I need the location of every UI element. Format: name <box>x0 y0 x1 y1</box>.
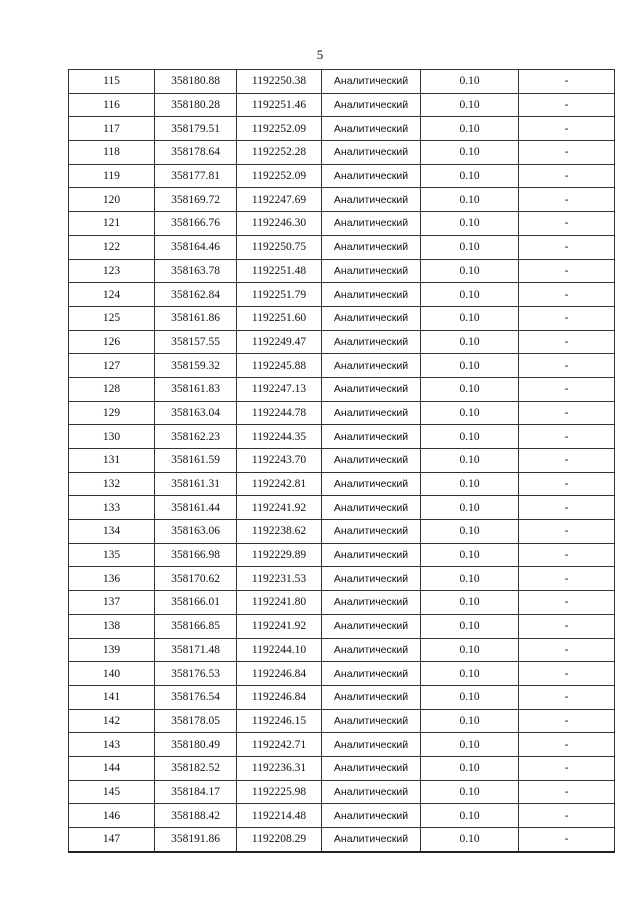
method-cell: Аналитический <box>322 662 421 686</box>
x-coordinate-cell: 358161.31 <box>155 472 237 496</box>
method-cell: Аналитический <box>322 212 421 236</box>
table-row <box>69 543 615 567</box>
note-cell: - <box>519 330 615 354</box>
y-coordinate-cell: 1192252.28 <box>237 141 322 165</box>
point-number-cell: 140 <box>69 662 155 686</box>
y-coordinate-cell: 1192251.46 <box>237 93 322 117</box>
x-coordinate-cell: 358163.04 <box>155 401 237 425</box>
note-cell: - <box>519 70 615 94</box>
point-number-cell: 125 <box>69 306 155 330</box>
accuracy-cell: 0.10 <box>421 496 519 520</box>
table-row <box>69 235 615 259</box>
point-number-cell: 131 <box>69 449 155 473</box>
point-number-cell: 146 <box>69 804 155 828</box>
point-number-cell: 135 <box>69 543 155 567</box>
accuracy-cell: 0.10 <box>421 235 519 259</box>
table-row <box>69 449 615 473</box>
x-coordinate-cell: 358177.81 <box>155 164 237 188</box>
accuracy-cell: 0.10 <box>421 141 519 165</box>
point-number-cell: 118 <box>69 141 155 165</box>
note-cell: - <box>519 306 615 330</box>
note-cell: - <box>519 614 615 638</box>
point-number-cell: 139 <box>69 638 155 662</box>
point-number-cell: 134 <box>69 520 155 544</box>
method-cell: Аналитический <box>322 425 421 449</box>
point-number-cell: 128 <box>69 377 155 401</box>
table-row <box>69 804 615 828</box>
table-row <box>69 733 615 757</box>
x-coordinate-cell: 358178.64 <box>155 141 237 165</box>
note-cell: - <box>519 733 615 757</box>
accuracy-cell: 0.10 <box>421 567 519 591</box>
coordinates-table <box>68 69 615 853</box>
point-number-cell: 143 <box>69 733 155 757</box>
method-cell: Аналитический <box>322 70 421 94</box>
table-row <box>69 283 615 307</box>
point-number-cell: 132 <box>69 472 155 496</box>
point-number-cell: 136 <box>69 567 155 591</box>
y-coordinate-cell: 1192241.92 <box>237 496 322 520</box>
y-coordinate-cell: 1192242.81 <box>237 472 322 496</box>
table-row <box>69 117 615 141</box>
table-row <box>69 259 615 283</box>
accuracy-cell: 0.10 <box>421 756 519 780</box>
accuracy-cell: 0.10 <box>421 401 519 425</box>
point-number-cell: 142 <box>69 709 155 733</box>
method-cell: Аналитический <box>322 756 421 780</box>
x-coordinate-cell: 358166.98 <box>155 543 237 567</box>
table-row <box>69 425 615 449</box>
point-number-cell: 130 <box>69 425 155 449</box>
note-cell: - <box>519 425 615 449</box>
y-coordinate-cell: 1192244.10 <box>237 638 322 662</box>
y-coordinate-cell: 1192245.88 <box>237 354 322 378</box>
table-row <box>69 188 615 212</box>
note-cell: - <box>519 141 615 165</box>
point-number-cell: 121 <box>69 212 155 236</box>
point-number-cell: 129 <box>69 401 155 425</box>
note-cell: - <box>519 804 615 828</box>
method-cell: Аналитический <box>322 638 421 662</box>
x-coordinate-cell: 358176.53 <box>155 662 237 686</box>
point-number-cell: 126 <box>69 330 155 354</box>
note-cell: - <box>519 709 615 733</box>
y-coordinate-cell: 1192247.69 <box>237 188 322 212</box>
y-coordinate-cell: 1192243.70 <box>237 449 322 473</box>
method-cell: Аналитический <box>322 188 421 212</box>
note-cell: - <box>519 93 615 117</box>
method-cell: Аналитический <box>322 591 421 615</box>
x-coordinate-cell: 358163.78 <box>155 259 237 283</box>
note-cell: - <box>519 567 615 591</box>
y-coordinate-cell: 1192246.15 <box>237 709 322 733</box>
point-number-cell: 124 <box>69 283 155 307</box>
table-row <box>69 685 615 709</box>
method-cell: Аналитический <box>322 306 421 330</box>
y-coordinate-cell: 1192238.62 <box>237 520 322 544</box>
accuracy-cell: 0.10 <box>421 543 519 567</box>
y-coordinate-cell: 1192241.80 <box>237 591 322 615</box>
table-row <box>69 614 615 638</box>
note-cell: - <box>519 756 615 780</box>
note-cell: - <box>519 401 615 425</box>
method-cell: Аналитический <box>322 141 421 165</box>
note-cell: - <box>519 235 615 259</box>
x-coordinate-cell: 358169.72 <box>155 188 237 212</box>
table-row <box>69 212 615 236</box>
x-coordinate-cell: 358191.86 <box>155 828 237 852</box>
point-number-cell: 133 <box>69 496 155 520</box>
method-cell: Аналитический <box>322 567 421 591</box>
x-coordinate-cell: 358179.51 <box>155 117 237 141</box>
accuracy-cell: 0.10 <box>421 117 519 141</box>
x-coordinate-cell: 358162.84 <box>155 283 237 307</box>
method-cell: Аналитический <box>322 733 421 757</box>
table-row <box>69 354 615 378</box>
accuracy-cell: 0.10 <box>421 685 519 709</box>
accuracy-cell: 0.10 <box>421 70 519 94</box>
y-coordinate-cell: 1192229.89 <box>237 543 322 567</box>
point-number-cell: 119 <box>69 164 155 188</box>
note-cell: - <box>519 188 615 212</box>
table-row <box>69 496 615 520</box>
point-number-cell: 123 <box>69 259 155 283</box>
table-row <box>69 141 615 165</box>
y-coordinate-cell: 1192252.09 <box>237 117 322 141</box>
method-cell: Аналитический <box>322 685 421 709</box>
x-coordinate-cell: 358180.88 <box>155 70 237 94</box>
y-coordinate-cell: 1192208.29 <box>237 828 322 852</box>
y-coordinate-cell: 1192244.35 <box>237 425 322 449</box>
note-cell: - <box>519 472 615 496</box>
method-cell: Аналитический <box>322 449 421 473</box>
table-row <box>69 567 615 591</box>
table-row <box>69 164 615 188</box>
accuracy-cell: 0.10 <box>421 259 519 283</box>
note-cell: - <box>519 449 615 473</box>
note-cell: - <box>519 520 615 544</box>
table-row <box>69 709 615 733</box>
x-coordinate-cell: 358184.17 <box>155 780 237 804</box>
accuracy-cell: 0.10 <box>421 330 519 354</box>
note-cell: - <box>519 164 615 188</box>
y-coordinate-cell: 1192251.79 <box>237 283 322 307</box>
table-row <box>69 591 615 615</box>
method-cell: Аналитический <box>322 259 421 283</box>
point-number-cell: 117 <box>69 117 155 141</box>
method-cell: Аналитический <box>322 780 421 804</box>
accuracy-cell: 0.10 <box>421 212 519 236</box>
x-coordinate-cell: 358182.52 <box>155 756 237 780</box>
note-cell: - <box>519 638 615 662</box>
method-cell: Аналитический <box>322 117 421 141</box>
note-cell: - <box>519 685 615 709</box>
accuracy-cell: 0.10 <box>421 283 519 307</box>
accuracy-cell: 0.10 <box>421 638 519 662</box>
table-row <box>69 377 615 401</box>
method-cell: Аналитический <box>322 828 421 852</box>
x-coordinate-cell: 358164.46 <box>155 235 237 259</box>
y-coordinate-cell: 1192214.48 <box>237 804 322 828</box>
note-cell: - <box>519 496 615 520</box>
point-number-cell: 120 <box>69 188 155 212</box>
method-cell: Аналитический <box>322 377 421 401</box>
table-row <box>69 401 615 425</box>
method-cell: Аналитический <box>322 354 421 378</box>
y-coordinate-cell: 1192241.92 <box>237 614 322 638</box>
y-coordinate-cell: 1192251.48 <box>237 259 322 283</box>
x-coordinate-cell: 358166.85 <box>155 614 237 638</box>
note-cell: - <box>519 212 615 236</box>
page-number: 5 <box>316 47 324 62</box>
x-coordinate-cell: 358170.62 <box>155 567 237 591</box>
x-coordinate-cell: 358161.44 <box>155 496 237 520</box>
y-coordinate-cell: 1192242.71 <box>237 733 322 757</box>
y-coordinate-cell: 1192244.78 <box>237 401 322 425</box>
table-row <box>69 520 615 544</box>
x-coordinate-cell: 358161.86 <box>155 306 237 330</box>
accuracy-cell: 0.10 <box>421 733 519 757</box>
method-cell: Аналитический <box>322 330 421 354</box>
table-row <box>69 70 615 94</box>
x-coordinate-cell: 358161.59 <box>155 449 237 473</box>
x-coordinate-cell: 358178.05 <box>155 709 237 733</box>
accuracy-cell: 0.10 <box>421 449 519 473</box>
method-cell: Аналитический <box>322 804 421 828</box>
accuracy-cell: 0.10 <box>421 354 519 378</box>
note-cell: - <box>519 591 615 615</box>
method-cell: Аналитический <box>322 235 421 259</box>
point-number-cell: 137 <box>69 591 155 615</box>
note-cell: - <box>519 543 615 567</box>
method-cell: Аналитический <box>322 496 421 520</box>
y-coordinate-cell: 1192225.98 <box>237 780 322 804</box>
accuracy-cell: 0.10 <box>421 472 519 496</box>
method-cell: Аналитический <box>322 543 421 567</box>
note-cell: - <box>519 377 615 401</box>
x-coordinate-cell: 358180.49 <box>155 733 237 757</box>
point-number-cell: 144 <box>69 756 155 780</box>
x-coordinate-cell: 358188.42 <box>155 804 237 828</box>
point-number-cell: 127 <box>69 354 155 378</box>
accuracy-cell: 0.10 <box>421 804 519 828</box>
x-coordinate-cell: 358163.06 <box>155 520 237 544</box>
accuracy-cell: 0.10 <box>421 662 519 686</box>
accuracy-cell: 0.10 <box>421 377 519 401</box>
point-number-cell: 115 <box>69 70 155 94</box>
note-cell: - <box>519 828 615 852</box>
accuracy-cell: 0.10 <box>421 520 519 544</box>
accuracy-cell: 0.10 <box>421 425 519 449</box>
y-coordinate-cell: 1192246.84 <box>237 685 322 709</box>
method-cell: Аналитический <box>322 164 421 188</box>
x-coordinate-cell: 358166.76 <box>155 212 237 236</box>
x-coordinate-cell: 358162.23 <box>155 425 237 449</box>
x-coordinate-cell: 358180.28 <box>155 93 237 117</box>
y-coordinate-cell: 1192247.13 <box>237 377 322 401</box>
note-cell: - <box>519 780 615 804</box>
accuracy-cell: 0.10 <box>421 591 519 615</box>
table-row <box>69 828 615 852</box>
note-cell: - <box>519 117 615 141</box>
method-cell: Аналитический <box>322 283 421 307</box>
point-number-cell: 147 <box>69 828 155 852</box>
note-cell: - <box>519 283 615 307</box>
note-cell: - <box>519 354 615 378</box>
y-coordinate-cell: 1192236.31 <box>237 756 322 780</box>
accuracy-cell: 0.10 <box>421 306 519 330</box>
accuracy-cell: 0.10 <box>421 164 519 188</box>
x-coordinate-cell: 358166.01 <box>155 591 237 615</box>
x-coordinate-cell: 358176.54 <box>155 685 237 709</box>
table-row <box>69 780 615 804</box>
y-coordinate-cell: 1192250.38 <box>237 70 322 94</box>
note-cell: - <box>519 662 615 686</box>
point-number-cell: 122 <box>69 235 155 259</box>
accuracy-cell: 0.10 <box>421 780 519 804</box>
table-row <box>69 93 615 117</box>
method-cell: Аналитический <box>322 401 421 425</box>
y-coordinate-cell: 1192249.47 <box>237 330 322 354</box>
accuracy-cell: 0.10 <box>421 709 519 733</box>
method-cell: Аналитический <box>322 93 421 117</box>
method-cell: Аналитический <box>322 709 421 733</box>
y-coordinate-cell: 1192251.60 <box>237 306 322 330</box>
point-number-cell: 145 <box>69 780 155 804</box>
x-coordinate-cell: 358157.55 <box>155 330 237 354</box>
method-cell: Аналитический <box>322 614 421 638</box>
table-row <box>69 756 615 780</box>
y-coordinate-cell: 1192231.53 <box>237 567 322 591</box>
note-cell: - <box>519 259 615 283</box>
point-number-cell: 138 <box>69 614 155 638</box>
x-coordinate-cell: 358171.48 <box>155 638 237 662</box>
y-coordinate-cell: 1192246.30 <box>237 212 322 236</box>
method-cell: Аналитический <box>322 520 421 544</box>
method-cell: Аналитический <box>322 472 421 496</box>
table-row <box>69 638 615 662</box>
accuracy-cell: 0.10 <box>421 188 519 212</box>
accuracy-cell: 0.10 <box>421 93 519 117</box>
table-row <box>69 306 615 330</box>
y-coordinate-cell: 1192250.75 <box>237 235 322 259</box>
table-row <box>69 472 615 496</box>
y-coordinate-cell: 1192246.84 <box>237 662 322 686</box>
table-row <box>69 330 615 354</box>
accuracy-cell: 0.10 <box>421 614 519 638</box>
y-coordinate-cell: 1192252.09 <box>237 164 322 188</box>
point-number-cell: 116 <box>69 93 155 117</box>
point-number-cell: 141 <box>69 685 155 709</box>
accuracy-cell: 0.10 <box>421 828 519 852</box>
table-row <box>69 662 615 686</box>
x-coordinate-cell: 358161.83 <box>155 377 237 401</box>
x-coordinate-cell: 358159.32 <box>155 354 237 378</box>
